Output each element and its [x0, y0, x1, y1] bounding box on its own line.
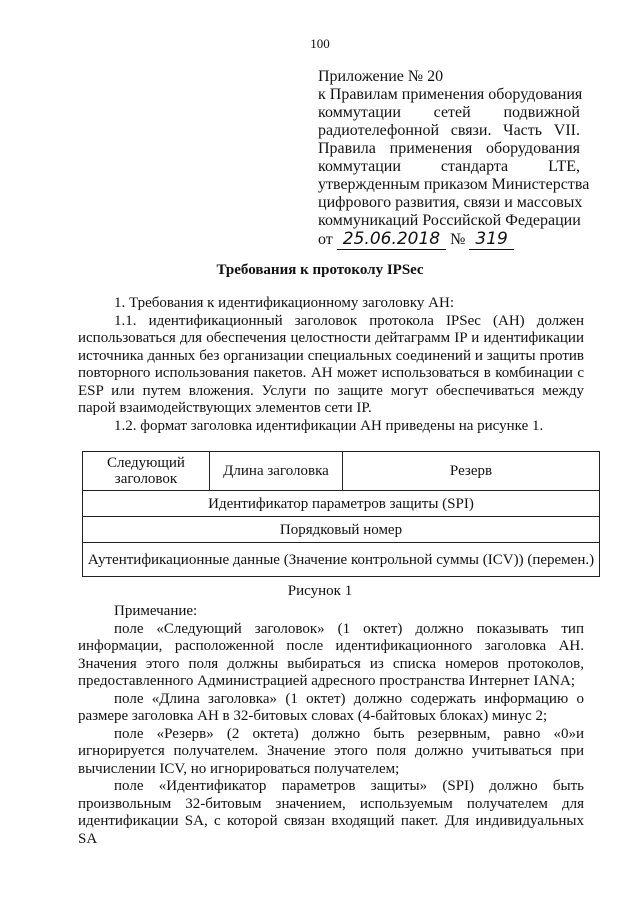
table-row	[83, 517, 600, 543]
notes-label: Примечание:	[114, 603, 198, 619]
order-date-line	[318, 230, 580, 249]
paragraph-1-1: использоваться для обеспечения целостности дейтаграмм IP и идентификации источника данных без организации специальных соединений и защиты против повторного использования пакетов. АН может использоваться в комбинации с ESP или путем вложения. Услуги по защите могут обеспечиваться между парой взаимодействующих элементов сети IP.	[78, 330, 584, 416]
date-prefix: от	[318, 231, 333, 248]
note-next-header: поле «Следующий заголовок» (1 октет) должно показывать тип информации, расположенной после идентификационного заголовка АН. Значения этого поля должны выбираться из списка номеров протоколов, предоставленного Администрацией адресного пространства Интернет IANA;	[78, 620, 584, 689]
document-title: Требования к протоколу IPSec	[216, 262, 424, 278]
reserved-cell: Резерв	[343, 452, 600, 491]
appendix-line: коммутации сетей подвижной	[318, 104, 580, 121]
appendix-header	[318, 68, 590, 249]
note-spi: поле «Идентификатор параметров защиты» (SPI) должно быть произвольным 32-битовым значением, используемым получателем для идентификации SA, с которой связан входящий пакет. Для индивидуальных SA	[78, 778, 584, 847]
note-reserved: поле «Резерв» (2 октета) должно быть резервным, равно «0»и игнорируется получателем. Значение этого поля должно учитываться при вычислении ICV, но игнорироваться получателем;	[78, 725, 584, 777]
auth-data-cell: Аутентификационные данные (Значение контрольной суммы (ICV)) (перемен.)	[83, 543, 600, 577]
spi-cell: Идентификатор параметров защиты (SPI)	[83, 491, 600, 517]
section-1-heading: 1. Требования к идентификационному заголовку АН:	[114, 295, 455, 311]
appendix-line: коммуникаций Российской Федерации	[318, 212, 581, 229]
appendix-line: цифрового развития, связи и массовых	[318, 194, 583, 211]
paragraph-1-1-first-line: 1.1. идентификационный заголовок протокола IPSec (АН) должен	[114, 312, 584, 329]
paragraph-1-2: 1.2. формат заголовка идентификации АН приведены на рисунке 1.	[114, 417, 544, 434]
appendix-line: коммутации стандарта LTE,	[318, 158, 580, 175]
note-header-length: поле «Длина заголовка» (1 октет) должно содержать информацию о размере заголовка АН в 32-битовых словах (4-байтовых блоках) минус 2;	[78, 690, 584, 724]
order-number: 319	[469, 229, 513, 250]
table-row	[83, 491, 600, 517]
ah-header-format-table	[82, 451, 600, 577]
page-number: 100	[310, 36, 330, 51]
next-header-cell: Следующий заголовок	[83, 452, 210, 491]
appendix-line: радиотелефонной связи. Часть VII.	[318, 122, 580, 139]
appendix-line: Правила применения оборудования	[318, 140, 580, 157]
appendix-line: Приложение № 20	[318, 68, 444, 85]
order-date: 25.06.2018	[337, 229, 446, 250]
table-row	[83, 452, 600, 491]
table-row	[83, 543, 600, 577]
appendix-line: к Правилам применения оборудования	[318, 86, 583, 103]
section-1	[78, 295, 584, 435]
number-prefix: №	[450, 231, 466, 248]
notes	[78, 603, 584, 848]
sequence-number-cell: Порядковый номер	[83, 517, 600, 543]
appendix-line: утвержденным приказом Министерства	[318, 176, 590, 193]
figure-caption: Рисунок 1	[287, 583, 353, 599]
header-length-cell: Длина заголовка	[210, 452, 343, 491]
